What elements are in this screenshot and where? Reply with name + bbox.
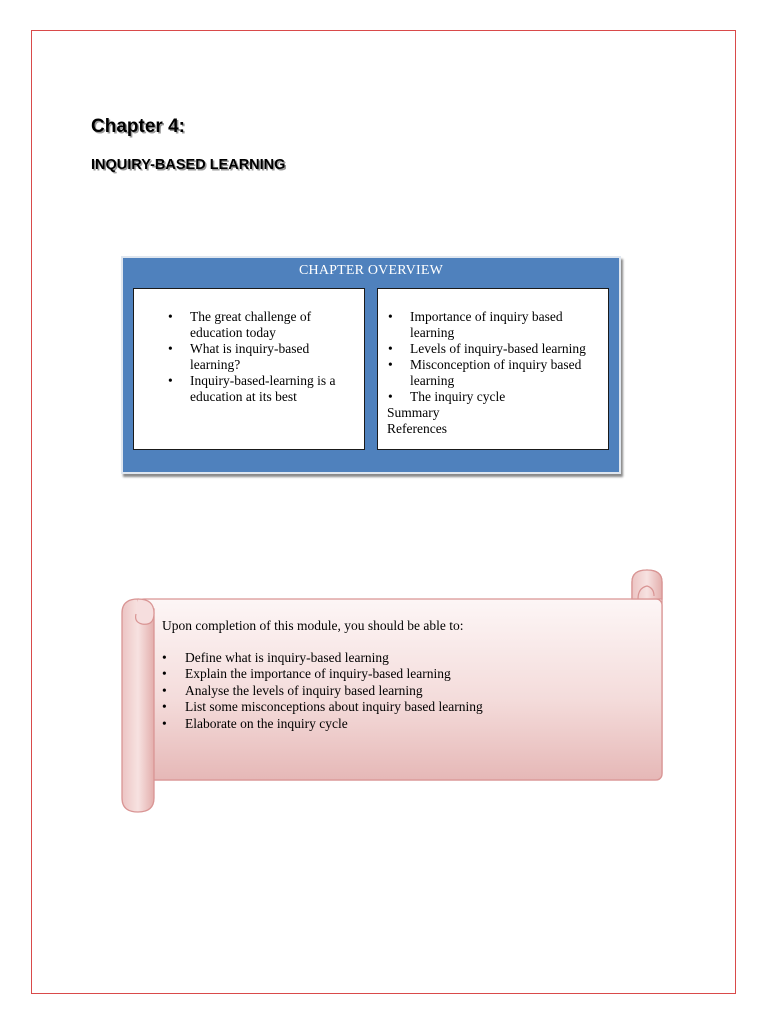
learning-objectives-scroll xyxy=(118,566,668,814)
overview-left-list xyxy=(168,309,355,405)
bullet-icon: • xyxy=(168,373,173,388)
list-item: • Analyse the levels of inquiry based learning xyxy=(162,682,423,698)
list-item: • What is inquiry-based learning? xyxy=(168,341,310,372)
list-item: • Misconception of inquiry based learning xyxy=(388,357,582,388)
list-item: • Elaborate on the inquiry cycle xyxy=(162,715,348,731)
chapter-title: INQUIRY-BASED LEARNING xyxy=(91,157,286,173)
overview-left-column xyxy=(133,288,365,450)
learning-objectives xyxy=(162,618,642,732)
overview-right-list xyxy=(388,309,605,405)
bullet-icon: • xyxy=(388,341,393,356)
bullet-icon: • xyxy=(162,699,167,714)
objectives-list xyxy=(162,650,642,733)
bullet-icon: • xyxy=(388,389,393,404)
list-item: • Importance of inquiry based learning xyxy=(388,309,563,340)
objectives-intro: Upon completion of this module, you should be able to: xyxy=(162,618,464,633)
list-item: • Inquiry-based-learning is a education at its best xyxy=(168,373,336,404)
page-border xyxy=(31,30,736,994)
chapter-overview-panel xyxy=(121,256,621,474)
bullet-icon: • xyxy=(162,682,167,698)
bullet-icon: • xyxy=(162,715,167,731)
overview-heading: CHAPTER OVERVIEW xyxy=(298,263,443,278)
list-item: • Define what is inquiry-based learning xyxy=(162,649,389,665)
list-item: • List some misconceptions about inquiry based learning xyxy=(162,699,483,714)
bullet-icon: • xyxy=(162,666,167,681)
bullet-icon: • xyxy=(168,341,173,356)
bullet-icon: • xyxy=(162,649,167,665)
bullet-icon: • xyxy=(168,309,173,324)
overview-right-column xyxy=(377,288,609,450)
list-item: • Explain the importance of inquiry-based learning xyxy=(162,666,451,681)
overview-summary: Summary xyxy=(387,405,440,420)
overview-references: References xyxy=(387,421,447,436)
bullet-icon: • xyxy=(388,357,393,372)
list-item: • The great challenge of education today xyxy=(168,309,312,340)
bullet-icon: • xyxy=(388,309,393,324)
list-item: • The inquiry cycle xyxy=(388,389,506,404)
chapter-number: Chapter 4: xyxy=(91,116,185,137)
list-item: • Levels of inquiry-based learning xyxy=(388,341,586,356)
